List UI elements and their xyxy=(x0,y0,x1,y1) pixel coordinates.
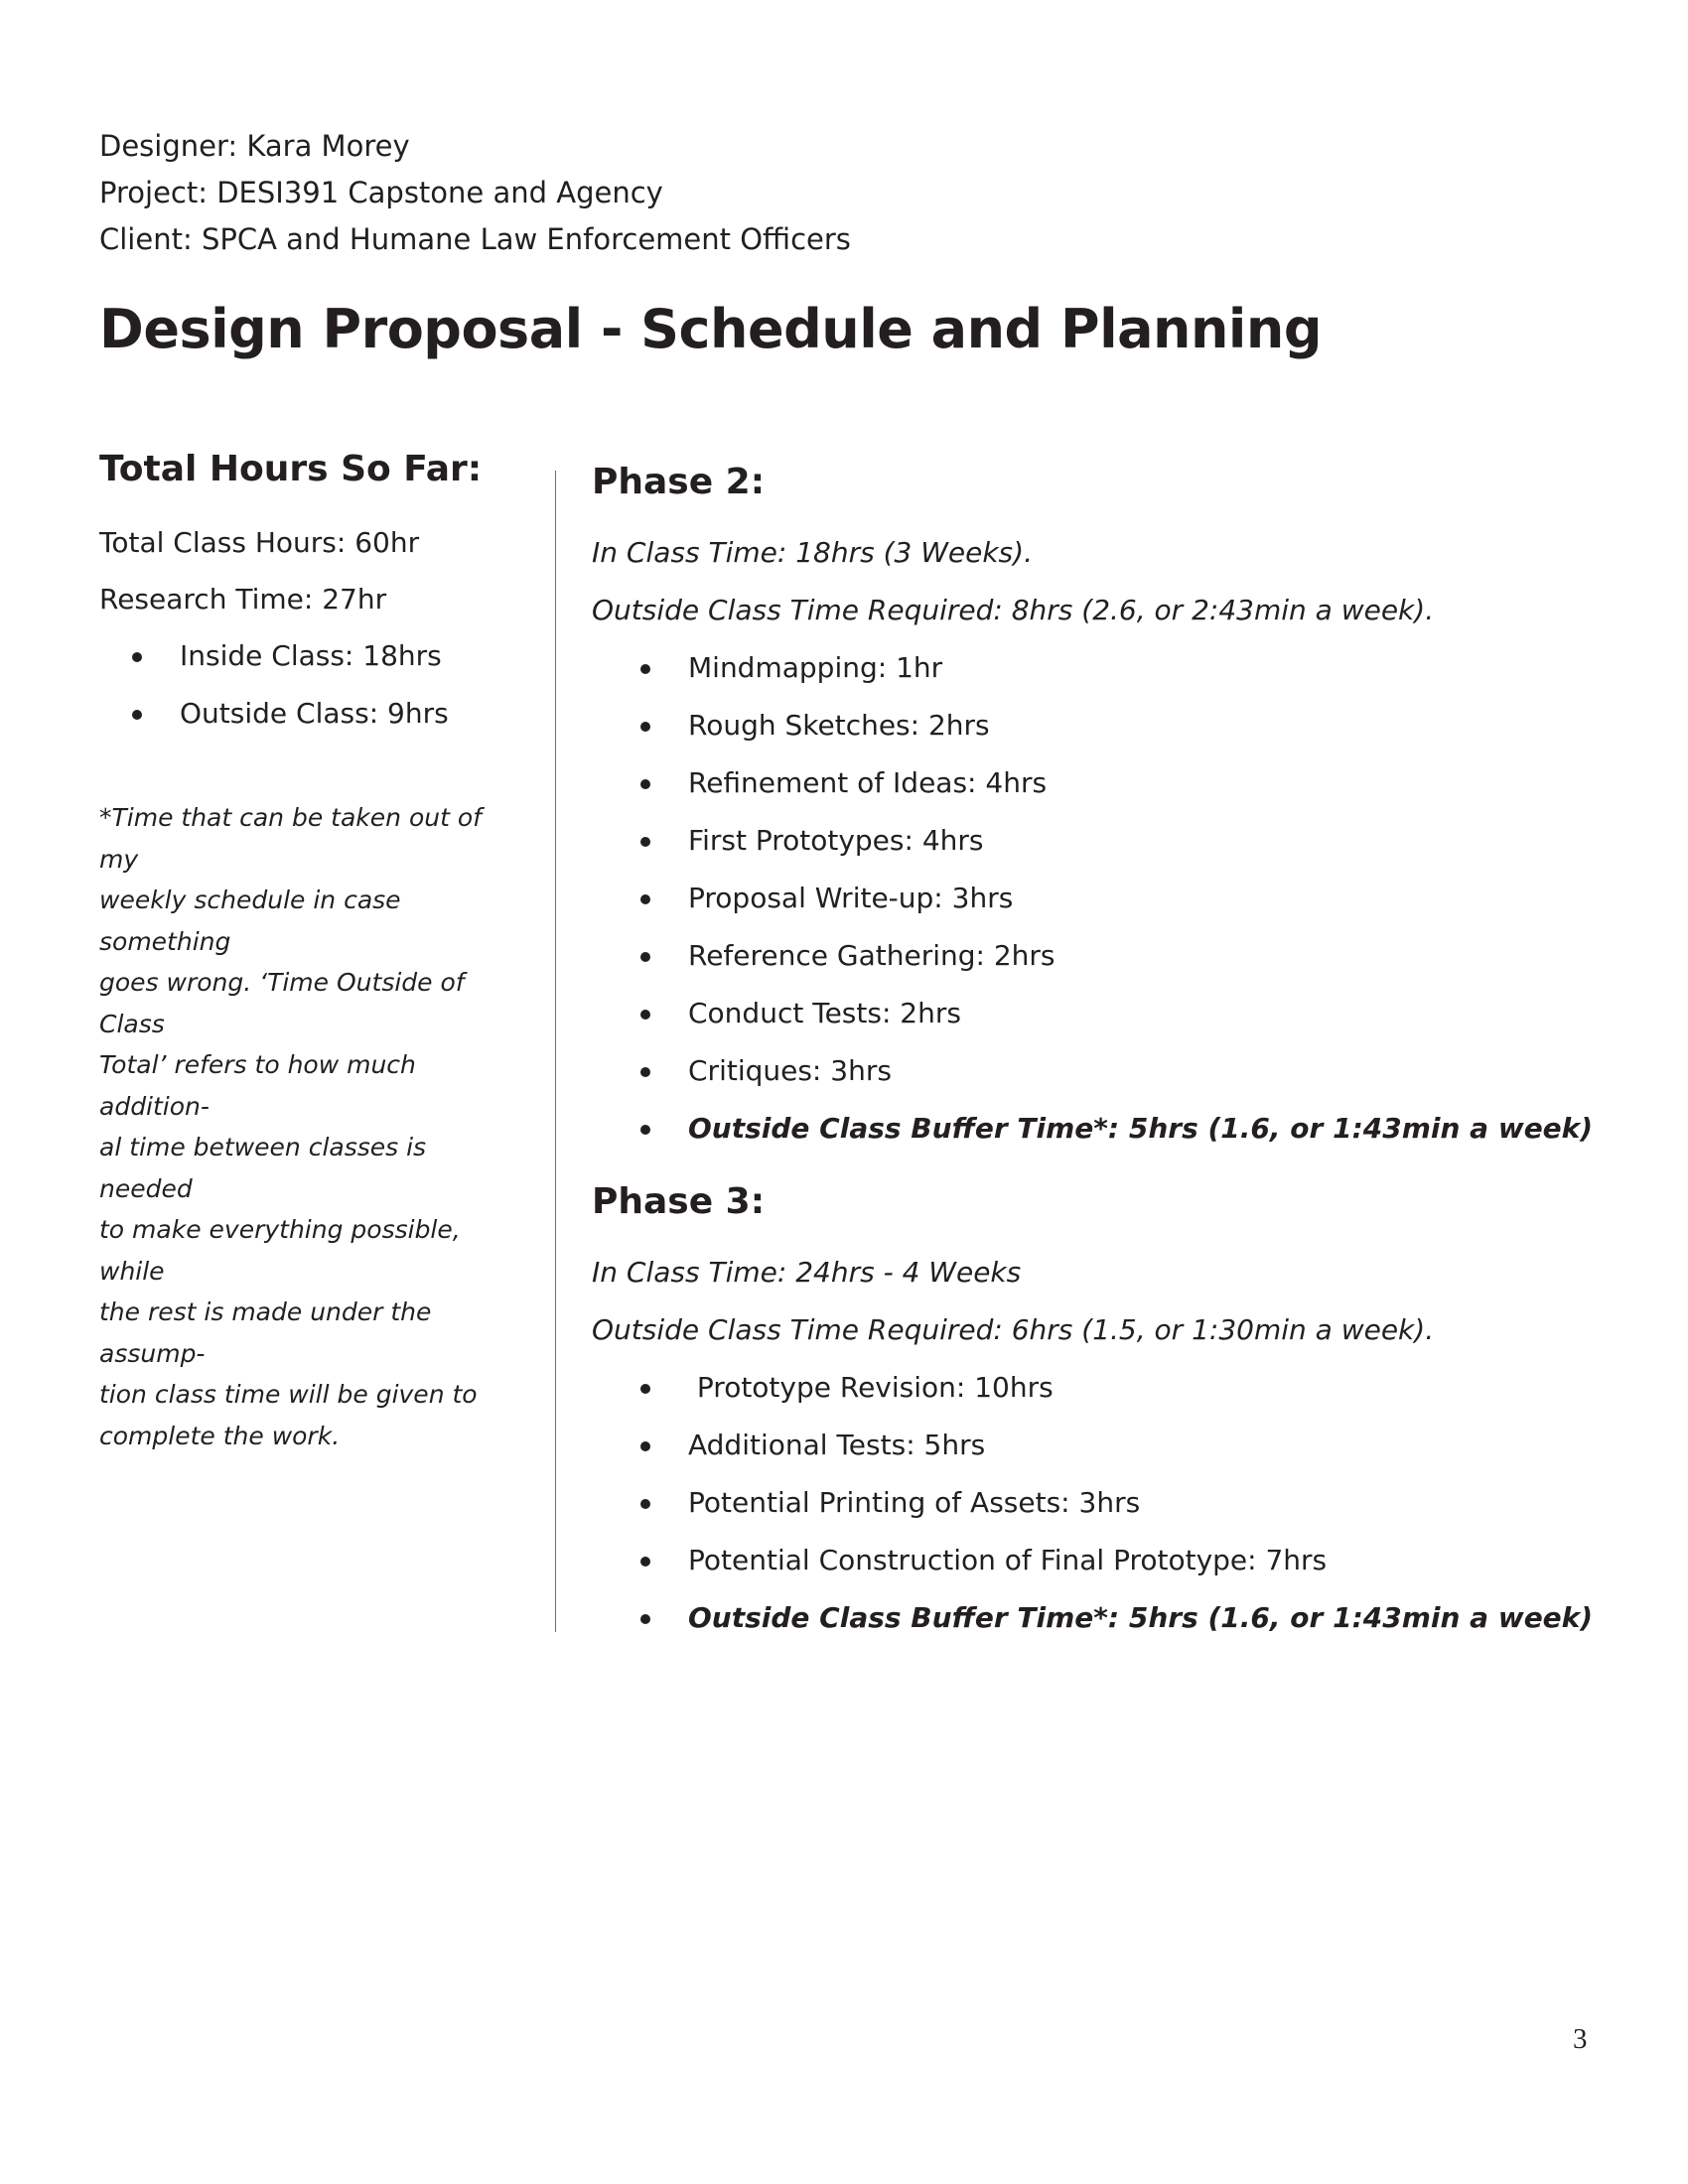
bullet-icon xyxy=(640,779,650,789)
phase-2-section xyxy=(592,462,1634,1145)
bullet-icon xyxy=(640,664,650,674)
column-divider xyxy=(555,471,556,1632)
bullet-icon xyxy=(132,652,142,662)
bullet-icon xyxy=(640,1010,650,1020)
phase-2-task-list xyxy=(592,651,1594,1172)
bullet-icon xyxy=(640,1499,650,1509)
bullet-icon xyxy=(640,1441,650,1451)
list-item xyxy=(592,882,1593,942)
list-item-label: Critiques: 3hrs xyxy=(688,1054,892,1087)
phase-2-in-class-time: In Class Time: 18hrs (3 Weeks). xyxy=(592,536,1033,569)
phase-2-heading: Phase 2: xyxy=(592,462,766,502)
phase-3-task-list xyxy=(592,1371,1594,1662)
buffer-time-item xyxy=(592,1112,1594,1172)
list-item xyxy=(592,1429,1593,1489)
list-item xyxy=(99,697,449,757)
list-item-label: First Prototypes: 4hrs xyxy=(688,824,984,857)
bullet-icon xyxy=(640,1557,650,1567)
list-item xyxy=(592,709,1593,769)
page-number: 3 xyxy=(1573,2023,1588,2055)
list-item xyxy=(592,766,1593,827)
page-title: Design Proposal - Schedule and Planning xyxy=(99,298,1323,360)
list-item-label: Outside Class: 9hrs xyxy=(180,697,449,730)
phase-3-in-class-time: In Class Time: 24hrs - 4 Weeks xyxy=(592,1256,1022,1289)
bullet-icon xyxy=(640,1384,650,1394)
list-item-label: Inside Class: 18hrs xyxy=(180,639,442,672)
list-item-label: Conduct Tests: 2hrs xyxy=(688,997,961,1029)
buffer-time-item xyxy=(592,1601,1594,1662)
buffer-time-label: Outside Class Buffer Time*: 5hrs (1.6, or 1:43min a week) xyxy=(688,1112,1594,1145)
list-item-label: Additional Tests: 5hrs xyxy=(688,1429,986,1461)
total-hours-heading: Total Hours So Far: xyxy=(99,449,483,489)
research-breakdown-list xyxy=(99,639,449,757)
list-item-label: Reference Gathering: 2hrs xyxy=(688,939,1055,972)
list-item xyxy=(592,824,1593,885)
list-item-label: Potential Construction of Final Prototype: 7hrs xyxy=(688,1544,1328,1576)
total-hours-section xyxy=(99,449,526,1450)
list-item xyxy=(592,939,1593,1000)
list-item xyxy=(99,639,449,700)
bullet-icon xyxy=(640,952,650,962)
bullet-icon xyxy=(640,837,650,847)
total-class-hours: Total Class Hours: 60hr xyxy=(99,526,420,559)
phase-3-outside-class-time: Outside Class Time Required: 6hrs (1.5, or 1:30min a week). xyxy=(592,1313,1435,1346)
list-item xyxy=(592,1371,1593,1432)
bullet-icon xyxy=(640,1067,650,1077)
bullet-icon xyxy=(640,894,650,904)
client-line: Client: SPCA and Humane Law Enforcement Officers xyxy=(99,222,851,256)
list-item xyxy=(592,997,1593,1057)
list-item-label: Prototype Revision: 10hrs xyxy=(688,1371,1054,1404)
phase-3-section xyxy=(592,1181,1634,1634)
list-item-label: Proposal Write-up: 3hrs xyxy=(688,882,1014,914)
bullet-icon xyxy=(640,722,650,732)
list-item xyxy=(592,1544,1593,1604)
list-item xyxy=(592,1054,1593,1115)
list-item-label: Potential Printing of Assets: 3hrs xyxy=(688,1486,1141,1519)
research-time: Research Time: 27hr xyxy=(99,583,387,615)
list-item-label: Rough Sketches: 2hrs xyxy=(688,709,990,742)
phase-3-heading: Phase 3: xyxy=(592,1181,766,1222)
list-item-label: Refinement of Ideas: 4hrs xyxy=(688,766,1048,799)
project-line: Project: DESI391 Capstone and Agency xyxy=(99,176,663,209)
buffer-time-footnote: *Time that can be taken out of my weekly schedule in case something goes wrong. ‘Time Outside of Class Total’ refers to how much addition- al time between classes is needed to make everything possible, while the rest is made under the assump- tion class time will be given to complete the work. xyxy=(99,803,482,1450)
bullet-icon xyxy=(640,1614,650,1624)
list-item xyxy=(592,1486,1593,1547)
buffer-time-label: Outside Class Buffer Time*: 5hrs (1.6, or 1:43min a week) xyxy=(688,1601,1594,1634)
list-item-label: Mindmapping: 1hr xyxy=(688,651,943,684)
list-item xyxy=(592,651,1593,712)
designer-line: Designer: Kara Morey xyxy=(99,129,410,163)
bullet-icon xyxy=(132,710,142,720)
bullet-icon xyxy=(640,1125,650,1135)
phase-2-outside-class-time: Outside Class Time Required: 8hrs (2.6, or 2:43min a week). xyxy=(592,594,1435,626)
